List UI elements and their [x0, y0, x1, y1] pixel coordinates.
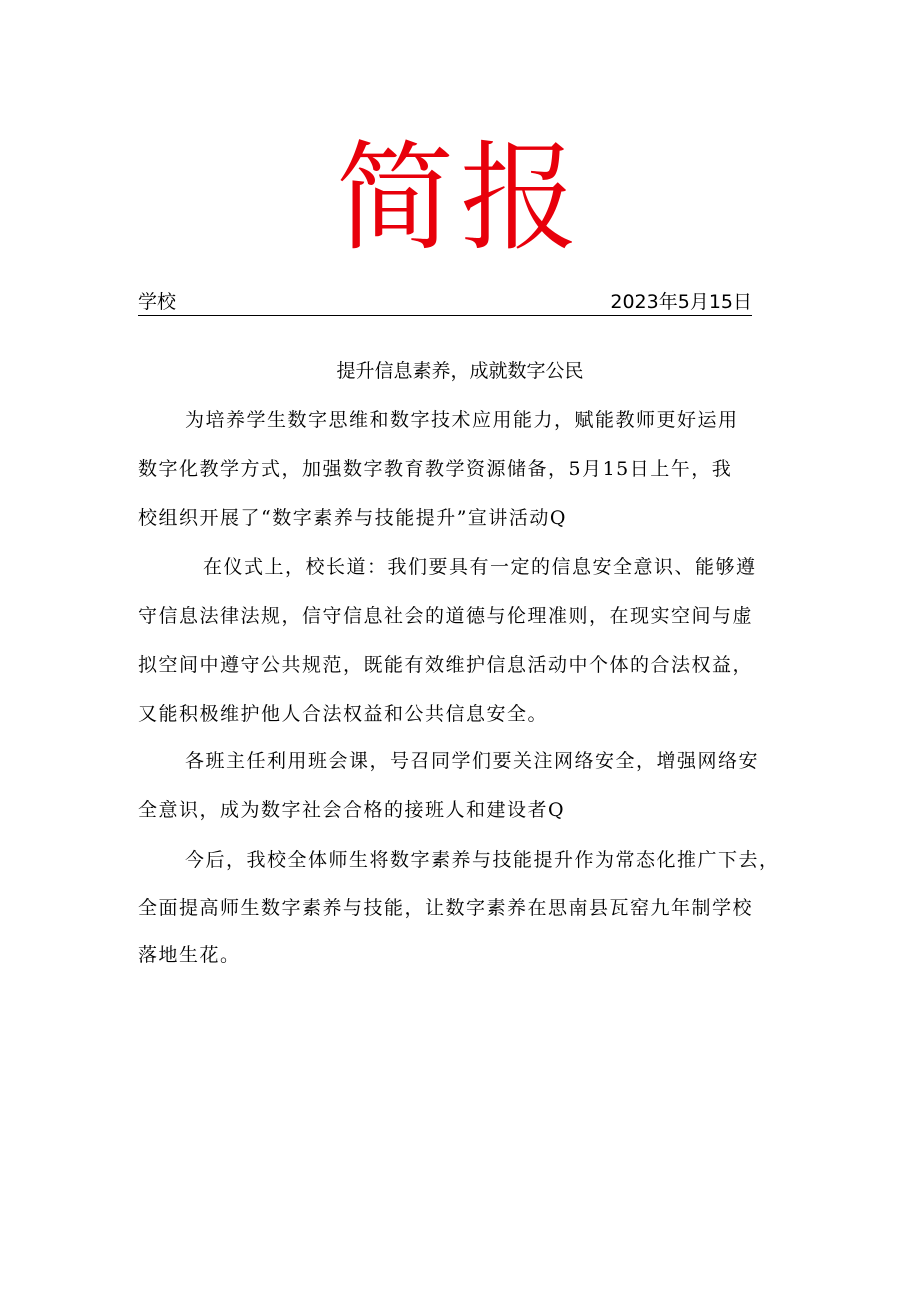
paragraph-4-line-2: 全面提高师生数字素养与技能，让数字素养在思南县瓦窑九年制学校: [138, 897, 754, 919]
masthead-title: 简报: [335, 129, 584, 267]
paragraph-1-line-1: 为培养学生数字思维和数字技术应用能力，赋能教师更好运用: [185, 409, 739, 431]
paragraph-1-line-3: 校组织开展了“数字素养与技能提升”宣讲活动Q: [138, 507, 568, 529]
paragraph-3-line-2: 全意识，成为数字社会合格的接班人和建设者Q: [138, 799, 566, 821]
paragraph-3-line-1: 各班主任利用班会课，号召同学们要关注网络安全，增强网络安: [185, 750, 760, 772]
paragraph-2-line-4: 又能积极维护他人合法权益和公共信息安全。: [138, 703, 549, 725]
report-date: 2023年5月15日: [610, 291, 752, 313]
school-label: 学校: [138, 291, 177, 313]
paragraph-2-line-1: 在仪式上，校长道：我们要具有一定的信息安全意识、能够遵: [203, 556, 757, 578]
paragraph-2-line-3: 拟空间中遵守公共规范，既能有效维护信息活动中个体的合法权益，: [138, 654, 754, 676]
meta-line: [138, 289, 752, 316]
paragraph-1-line-2: 数字化教学方式，加强数字教育教学资源储备，5月15日上午，我: [138, 458, 733, 480]
report-headline: 提升信息素养，成就数字公民: [336, 360, 584, 382]
paragraph-4-line-3: 落地生花。: [138, 944, 241, 966]
paragraph-4-line-1: 今后，我校全体师生将数字素养与技能提升作为常态化推广下去，: [185, 849, 780, 871]
paragraph-2-line-2: 守信息法律法规，信守信息社会的道德与伦理准则，在现实空间与虚: [138, 605, 754, 627]
